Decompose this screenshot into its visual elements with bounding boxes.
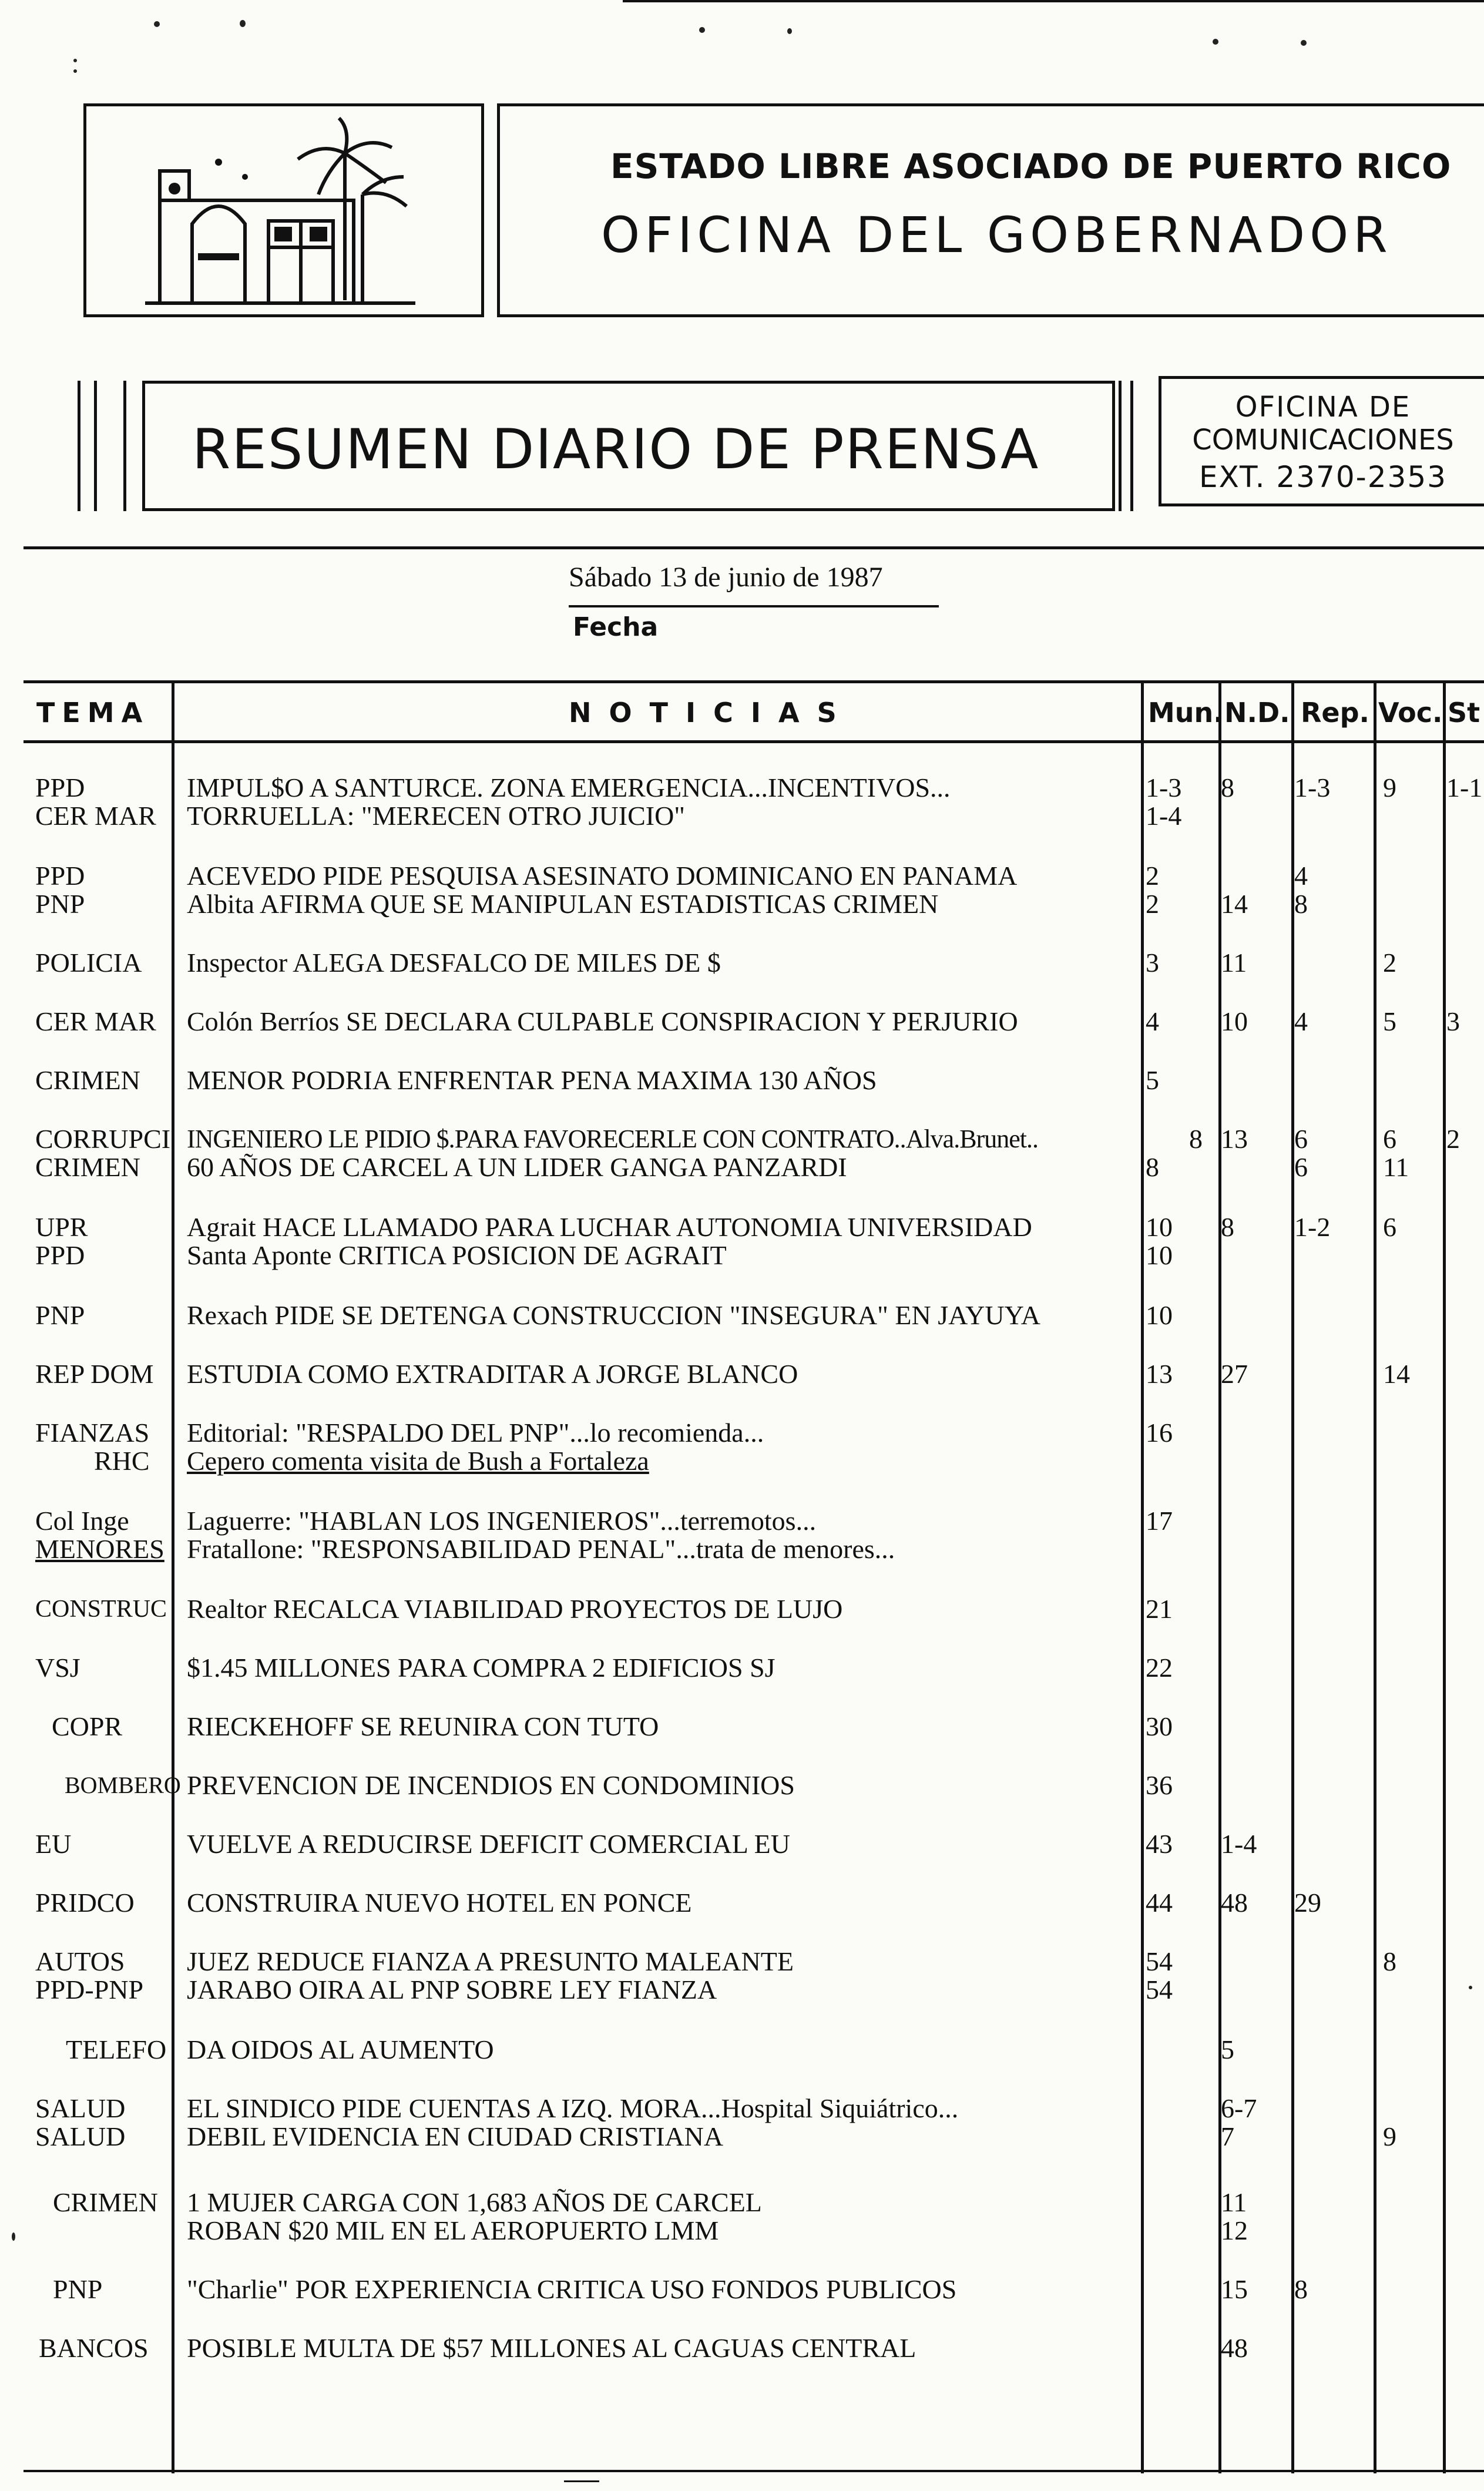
speck <box>1469 1986 1472 1989</box>
row-mun: 3 <box>1146 948 1159 978</box>
row-tema: CRIMEN <box>35 1152 140 1182</box>
row-news: RIECKEHOFF SE REUNIRA CON TUTO <box>187 1711 659 1741</box>
table-top-rule <box>23 680 1484 683</box>
row-rep: 6 <box>1294 1152 1308 1182</box>
speck <box>73 69 77 73</box>
row-nd: 8 <box>1221 1212 1234 1242</box>
row-news: PREVENCION DE INCENDIOS EN CONDOMINIOS <box>187 1770 795 1800</box>
col-header-mun: Mun. <box>1148 697 1224 728</box>
row-st: 2 <box>1446 1124 1460 1154</box>
col-divider <box>172 682 174 2473</box>
row-mun: 1-3 <box>1146 773 1182 803</box>
row-nd: 5 <box>1221 2035 1234 2064</box>
row-news: POSIBLE MULTA DE $57 MILLONES AL CAGUAS CENTRAL <box>187 2333 916 2363</box>
row-rep: 8 <box>1294 2274 1308 2304</box>
row-news: Editorial: "RESPALDO DEL PNP"...lo recomienda... <box>187 1418 764 1448</box>
row-mun: 36 <box>1146 1770 1173 1800</box>
row-tema: CRIMEN <box>53 2187 158 2217</box>
row-nd: 1-4 <box>1221 1829 1257 1859</box>
row-nd: 14 <box>1221 889 1248 919</box>
banner-left-bar <box>94 381 97 511</box>
row-tema: Col Inge <box>35 1506 129 1536</box>
banner-box <box>142 381 1115 511</box>
row-mun: 10 <box>1146 1212 1173 1242</box>
row-nd: 27 <box>1221 1359 1248 1389</box>
speck <box>1301 40 1307 46</box>
header-line1: ESTADO LIBRE ASOCIADO DE PUERTO RICO <box>610 146 1452 186</box>
col-divider <box>1443 682 1446 2473</box>
row-tema: SALUD <box>35 2093 126 2123</box>
row-tema: CONSTRUC <box>35 1596 167 1623</box>
row-tema: MENORES <box>35 1534 164 1564</box>
row-nd: 48 <box>1221 2333 1248 2363</box>
row-news: TORRUELLA: "MERECEN OTRO JUICIO" <box>187 801 686 831</box>
banner-left-bar <box>78 381 80 511</box>
row-mun: 5 <box>1146 1065 1159 1095</box>
row-news: JARABO OIRA AL PNP SOBRE LEY FIANZA <box>187 1975 717 2005</box>
row-nd: 48 <box>1221 1888 1248 1918</box>
row-nd: 13 <box>1221 1124 1248 1154</box>
row-voc: 14 <box>1383 1359 1410 1389</box>
banner-right-bar <box>1130 381 1133 511</box>
row-tema: PPD <box>35 861 85 891</box>
office-line3: EXT. 2370-2353 <box>1199 460 1447 494</box>
row-voc: 9 <box>1383 773 1396 803</box>
row-nd: 11 <box>1221 948 1247 978</box>
row-mun: 10 <box>1146 1240 1173 1270</box>
row-rep: 4 <box>1294 1006 1308 1036</box>
row-mun: 30 <box>1146 1711 1173 1741</box>
title-box <box>497 103 1484 317</box>
row-news: Laguerre: "HABLAN LOS INGENIEROS"...terremotos... <box>187 1506 817 1536</box>
row-news: Cepero comenta visita de Bush a Fortaleza <box>187 1446 649 1476</box>
row-tema: FIANZAS <box>35 1418 150 1448</box>
fortaleza-logo <box>86 106 481 314</box>
row-news: DEBIL EVIDENCIA EN CIUDAD CRISTIANA <box>187 2121 724 2151</box>
row-tema: PNP <box>35 889 85 919</box>
row-tema: UPR <box>35 1212 88 1242</box>
office-line2: COMUNICACIONES <box>1192 424 1454 456</box>
row-voc: 2 <box>1383 948 1396 978</box>
row-mun: 1-4 <box>1146 801 1182 831</box>
row-news: Realtor RECALCA VIABILIDAD PROYECTOS DE LUJO <box>187 1594 843 1624</box>
date-underline <box>569 605 939 607</box>
row-tema: CORRUPCI <box>35 1124 171 1154</box>
row-tema: BOMBERO <box>65 1772 181 1798</box>
row-news: DA OIDOS AL AUMENTO <box>187 2035 494 2064</box>
row-tema: PPD <box>35 773 85 803</box>
speck <box>699 27 705 33</box>
header-line2: OFICINA DEL GOBERNADOR <box>601 206 1392 264</box>
col-header-voc: Voc. <box>1378 697 1443 728</box>
speck <box>1213 39 1218 45</box>
date-value: Sábado 13 de junio de 1987 <box>569 562 883 593</box>
row-nd: 7 <box>1221 2121 1234 2151</box>
logo-box <box>83 103 484 317</box>
row-news: $1.45 MILLONES PARA COMPRA 2 EDIFICIOS SJ <box>187 1653 775 1683</box>
row-news: CONSTRUIRA NUEVO HOTEL EN PONCE <box>187 1888 692 1918</box>
row-voc: 11 <box>1383 1152 1409 1182</box>
row-tema: PPD <box>35 1240 85 1270</box>
row-tema: PNP <box>53 2274 103 2304</box>
speck <box>73 59 77 62</box>
row-st: 3 <box>1446 1006 1460 1036</box>
banner-left-bar <box>123 381 126 511</box>
row-tema: CRIMEN <box>35 1065 140 1095</box>
row-tema: PNP <box>35 1300 85 1330</box>
row-news: ESTUDIA COMO EXTRADITAR A JORGE BLANCO <box>187 1359 798 1389</box>
row-mun: 8 <box>1146 1152 1159 1182</box>
speck <box>787 28 792 34</box>
row-rep: 6 <box>1294 1124 1308 1154</box>
bottom-mark <box>564 2480 599 2482</box>
row-tema: SALUD <box>35 2121 126 2151</box>
col-divider <box>1141 682 1144 2473</box>
row-news: ACEVEDO PIDE PESQUISA ASESINATO DOMINICANO EN PANAMA <box>187 861 1018 891</box>
row-mun: 17 <box>1146 1506 1173 1536</box>
row-news: Rexach PIDE SE DETENGA CONSTRUCCION "INSEGURA" EN JAYUYA <box>187 1300 1040 1330</box>
col-header-noticias: NOTICIAS <box>569 697 854 728</box>
row-tema: AUTOS <box>35 1946 125 1976</box>
row-mun: 44 <box>1146 1888 1173 1918</box>
row-tema: EU <box>35 1829 72 1859</box>
row-mun: 54 <box>1146 1975 1173 2005</box>
row-news: Fratallone: "RESPONSABILIDAD PENAL"...trata de menores... <box>187 1534 895 1564</box>
row-mun: 4 <box>1146 1006 1159 1036</box>
col-header-rep: Rep. <box>1301 697 1370 728</box>
speck <box>12 2232 15 2241</box>
col-header-nd: N.D. <box>1224 697 1290 728</box>
table-head-rule <box>23 740 1484 743</box>
row-voc: 6 <box>1383 1212 1396 1242</box>
row-mun: 2 <box>1146 889 1159 919</box>
top-rule <box>623 0 1484 2</box>
col-header-st: St <box>1448 697 1480 728</box>
col-divider <box>1291 682 1294 2473</box>
row-voc: 6 <box>1383 1124 1396 1154</box>
row-voc: 5 <box>1383 1006 1396 1036</box>
row-news: INGENIERO LE PIDIO $.PARA FAVORECERLE CON CONTRATO..Alva.Brunet.. <box>187 1124 1038 1153</box>
row-news: 60 AÑOS DE CARCEL A UN LIDER GANGA PANZARDI <box>187 1152 847 1182</box>
speck <box>154 21 160 27</box>
row-mun: 21 <box>1146 1594 1173 1624</box>
row-rep: 1-2 <box>1294 1212 1331 1242</box>
row-tema: PPD-PNP <box>35 1975 144 2005</box>
date-label: Fecha <box>573 612 659 642</box>
row-news: IMPUL$O A SANTURCE. ZONA EMERGENCIA...INCENTIVOS... <box>187 773 951 803</box>
header-rule <box>23 546 1484 549</box>
row-nd: 12 <box>1221 2215 1248 2245</box>
row-nd: 15 <box>1221 2274 1248 2304</box>
row-news: Inspector ALEGA DESFALCO DE MILES DE $ <box>187 948 721 978</box>
row-st: 1-1 <box>1446 773 1483 803</box>
row-news: "Charlie" POR EXPERIENCIA CRITICA USO FONDOS PUBLICOS <box>187 2274 957 2304</box>
row-tema: CER MAR <box>35 801 156 831</box>
banner-right-bar <box>1119 381 1122 511</box>
row-tema: POLICIA <box>35 948 142 978</box>
row-mun: 54 <box>1146 1946 1173 1976</box>
row-mun: 2 <box>1146 861 1159 891</box>
row-tema: BANCOS <box>39 2333 149 2363</box>
row-mun: 13 <box>1146 1359 1173 1389</box>
row-news: EL SINDICO PIDE CUENTAS A IZQ. MORA...Hospital Siquiátrico... <box>187 2093 959 2123</box>
row-news: 1 MUJER CARGA CON 1,683 AÑOS DE CARCEL <box>187 2187 762 2217</box>
row-mun: 22 <box>1146 1653 1173 1683</box>
row-news: Albita AFIRMA QUE SE MANIPULAN ESTADISTICAS CRIMEN <box>187 889 939 919</box>
row-rep: 1-3 <box>1294 773 1331 803</box>
row-tema: COPR <box>52 1711 123 1741</box>
row-tema: CER MAR <box>35 1006 156 1036</box>
row-nd: 8 <box>1221 773 1234 803</box>
row-news: MENOR PODRIA ENFRENTAR PENA MAXIMA 130 AÑOS <box>187 1065 877 1095</box>
row-mun: 8 <box>1189 1124 1203 1154</box>
row-rep: 8 <box>1294 889 1308 919</box>
row-news: VUELVE A REDUCIRSE DEFICIT COMERCIAL EU <box>187 1829 790 1859</box>
row-news: Santa Aponte CRITICA POSICION DE AGRAIT <box>187 1240 727 1270</box>
row-mun: 43 <box>1146 1829 1173 1859</box>
row-mun: 10 <box>1146 1300 1173 1330</box>
row-mun: 16 <box>1146 1418 1173 1448</box>
row-news: ROBAN $20 MIL EN EL AEROPUERTO LMM <box>187 2215 719 2245</box>
row-news: JUEZ REDUCE FIANZA A PRESUNTO MALEANTE <box>187 1946 794 1976</box>
row-tema: REP DOM <box>35 1359 154 1389</box>
office-line1: OFICINA DE <box>1235 391 1411 424</box>
row-tema: TELEFO <box>66 2035 167 2064</box>
row-news: Agrait HACE LLAMADO PARA LUCHAR AUTONOMIA UNIVERSIDAD <box>187 1212 1032 1242</box>
row-voc: 9 <box>1383 2121 1396 2151</box>
row-nd: 6-7 <box>1221 2093 1257 2123</box>
banner-title: RESUMEN DIARIO DE PRENSA <box>192 418 1040 482</box>
col-header-tema: TEMA <box>36 697 150 728</box>
row-tema: VSJ <box>35 1653 80 1683</box>
row-news: Colón Berríos SE DECLARA CULPABLE CONSPIRACION Y PERJURIO <box>187 1006 1018 1036</box>
row-tema: PRIDCO <box>35 1888 135 1918</box>
row-tema: RHC <box>94 1446 150 1476</box>
row-voc: 8 <box>1383 1946 1396 1976</box>
table-bottom-rule <box>23 2470 1484 2472</box>
speck <box>240 20 246 27</box>
row-rep: 29 <box>1294 1888 1321 1918</box>
row-nd: 10 <box>1221 1006 1248 1036</box>
col-divider <box>1374 682 1376 2473</box>
row-nd: 11 <box>1221 2187 1247 2217</box>
row-rep: 4 <box>1294 861 1308 891</box>
office-box <box>1159 376 1484 506</box>
